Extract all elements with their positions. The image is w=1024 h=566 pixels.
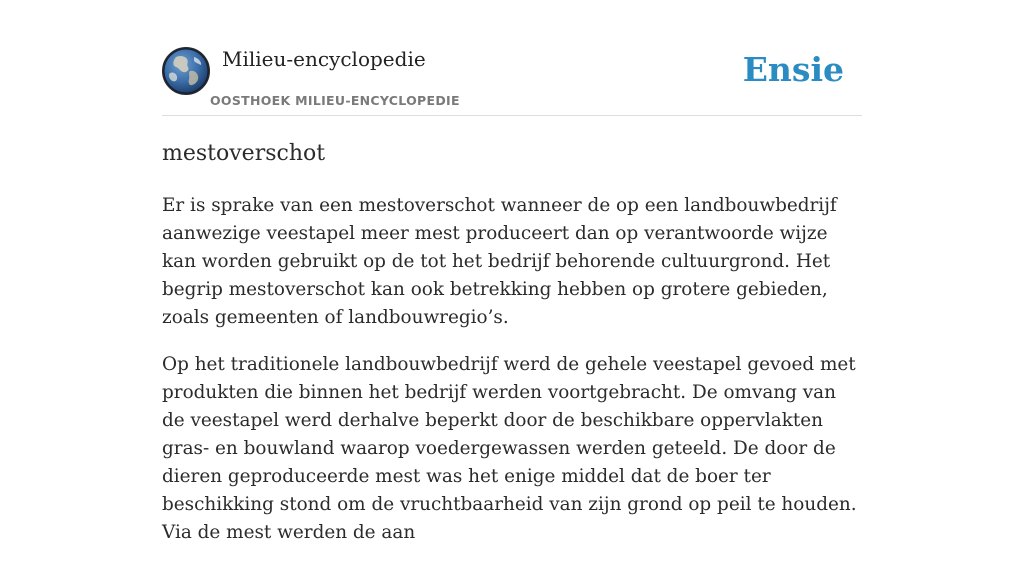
article-body <box>162 192 862 566</box>
site-subtitle: OOSTHOEK MILIEU-ENCYCLOPEDIE <box>210 93 460 108</box>
article-title: mestoverschot <box>162 141 326 166</box>
site-header <box>162 46 862 116</box>
site-name[interactable]: Milieu-encyclopedie <box>222 47 426 71</box>
article-paragraph: Er is sprake van een mestoverschot wanneer de op een landbouwbedrijf aanwezige veestapel meer mest produceert dan op verantwoorde wijze kan worden gebruikt op de tot het bedrijf behorende cultuurgrond. Het begrip mestoverschot kan ook betrekking hebben op grotere gebieden, zoals gemeenten of landbouwregio’s. <box>162 195 837 328</box>
article-paragraph: Op het traditionele landbouwbedrijf werd de gehele veestapel gevoed met produkten die binnen het bedrijf werden voortgebracht. De omvang van de veestapel werd derhalve beperkt door de beschikbare oppervlakten gras- en bouwland waarop voedergewassen werden geteeld. De door de dieren geproduceerde mest was het enige middel dat de boer ter beschikking stond om de vruchtbaarheid van zijn grond op peil te houden. Via de mest werden de aan <box>162 354 857 543</box>
brand-logo[interactable]: Ensie <box>742 50 844 89</box>
earth-globe-icon[interactable] <box>162 47 210 95</box>
